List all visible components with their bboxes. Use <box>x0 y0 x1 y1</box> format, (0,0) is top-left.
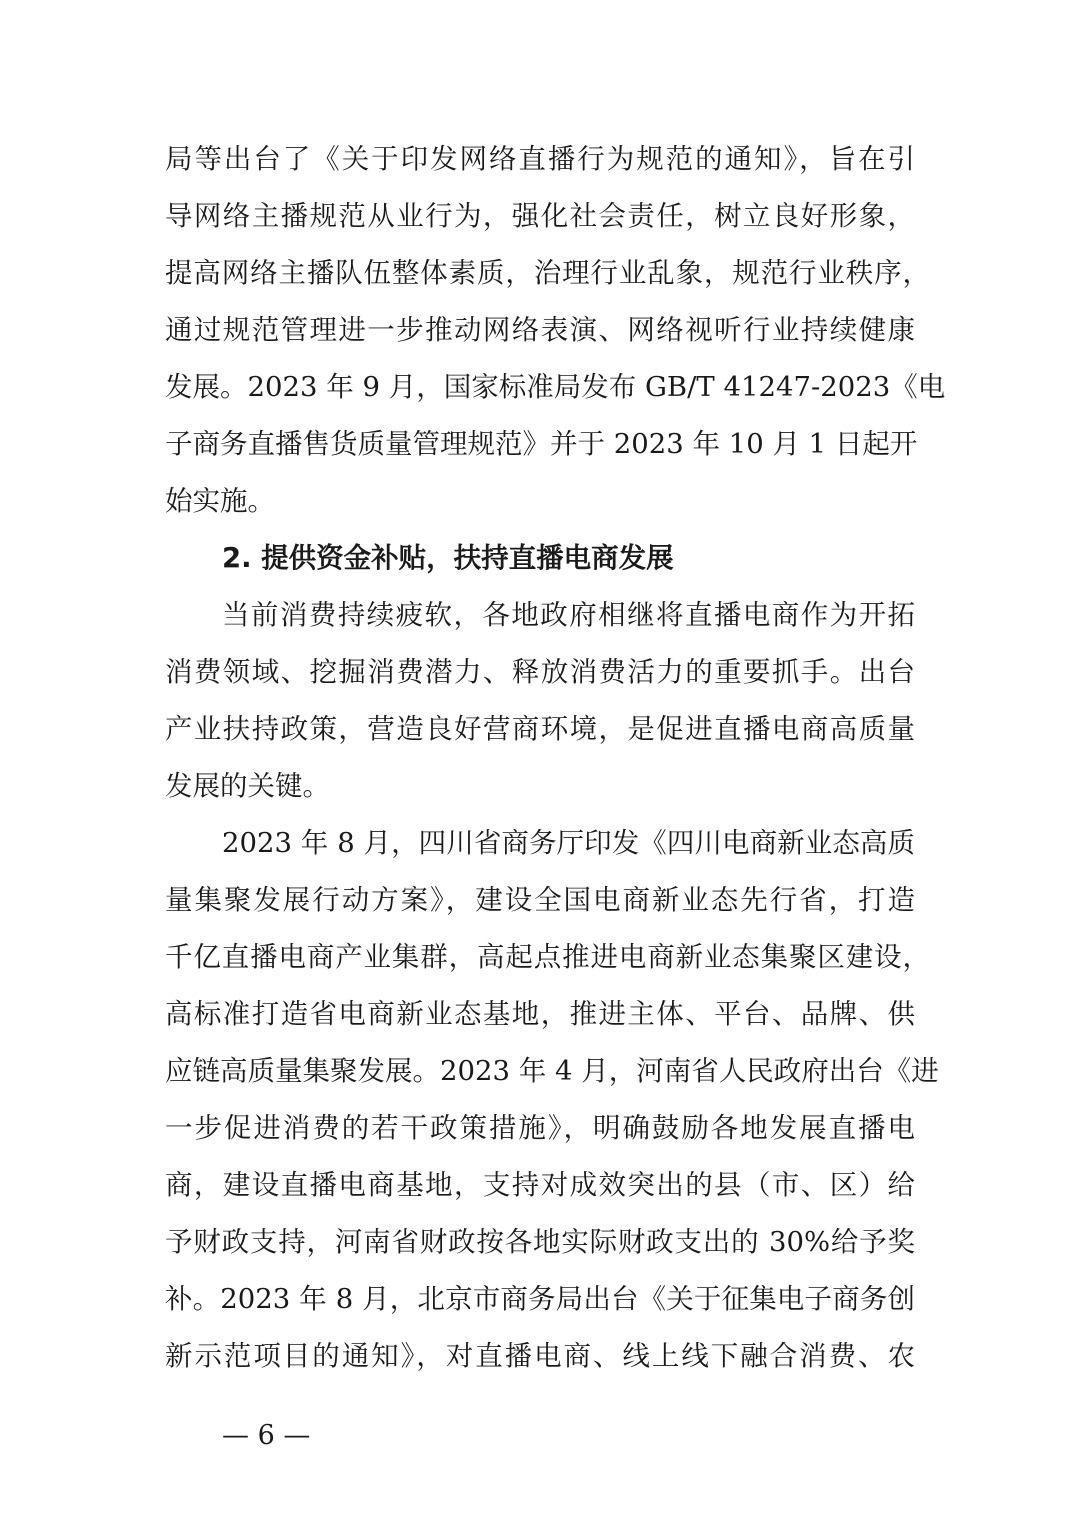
text-line: 子商务直播售货质量管理规范》并于 2023 年 10 月 1 日起开 <box>165 428 918 460</box>
text-line: 消费领域、挖掘消费潜力、释放消费活力的重要抓手。出台 <box>165 656 915 688</box>
text-line: 当前消费持续疲软，各地政府相继将直播电商作为开拓 <box>222 599 915 631</box>
text-line: 通过规范管理进一步推动网络表演、网络视听行业持续健康 <box>165 314 915 346</box>
text-line: 补。2023 年 8 月，北京市商务局出台《关于征集电子商务创 <box>165 1283 915 1315</box>
text-line: 高标准打造省电商新业态基地，推进主体、平台、品牌、供 <box>165 998 915 1030</box>
section-heading: 2. 提供资金补贴，扶持直播电商发展 <box>222 542 674 574</box>
text-line: 千亿直播电商产业集群，高起点推进电商新业态集聚区建设， <box>165 941 930 973</box>
text-line: 2023 年 8 月，四川省商务厅印发《四川电商新业态高质 <box>222 827 915 859</box>
text-line: 量集聚发展行动方案》，建设全国电商新业态先行省，打造 <box>165 884 915 916</box>
text-line: 发展。2023 年 9 月，国家标准局发布 GB/T 41247-2023《电 <box>165 371 946 403</box>
text-line: 发展的关键。 <box>165 770 330 802</box>
text-line: 新示范项目的通知》，对直播电商、线上线下融合消费、农 <box>165 1340 915 1372</box>
text-line: 一步促进消费的若干政策措施》，明确鼓励各地发展直播电 <box>165 1112 915 1144</box>
text-line: 应链高质量集聚发展。2023 年 4 月，河南省人民政府出台《进 <box>165 1055 939 1087</box>
text-line: 产业扶持政策，营造良好营商环境，是促进直播电商高质量 <box>165 713 915 745</box>
text-line: 局等出台了《关于印发网络直播行为规范的通知》，旨在引 <box>165 143 915 175</box>
text-line: 商，建设直播电商基地，支持对成效突出的县（市、区）给 <box>165 1169 915 1201</box>
text-line: 导网络主播规范从业行为，强化社会责任，树立良好形象， <box>165 200 915 232</box>
text-line: 始实施。 <box>165 485 275 517</box>
page-number: — 6 — <box>222 1420 311 1451</box>
text-line: 予财政支持，河南省财政按各地实际财政支出的 30%给予奖 <box>165 1226 915 1258</box>
text-line: 提高网络主播队伍整体素质，治理行业乱象，规范行业秩序， <box>165 257 930 289</box>
